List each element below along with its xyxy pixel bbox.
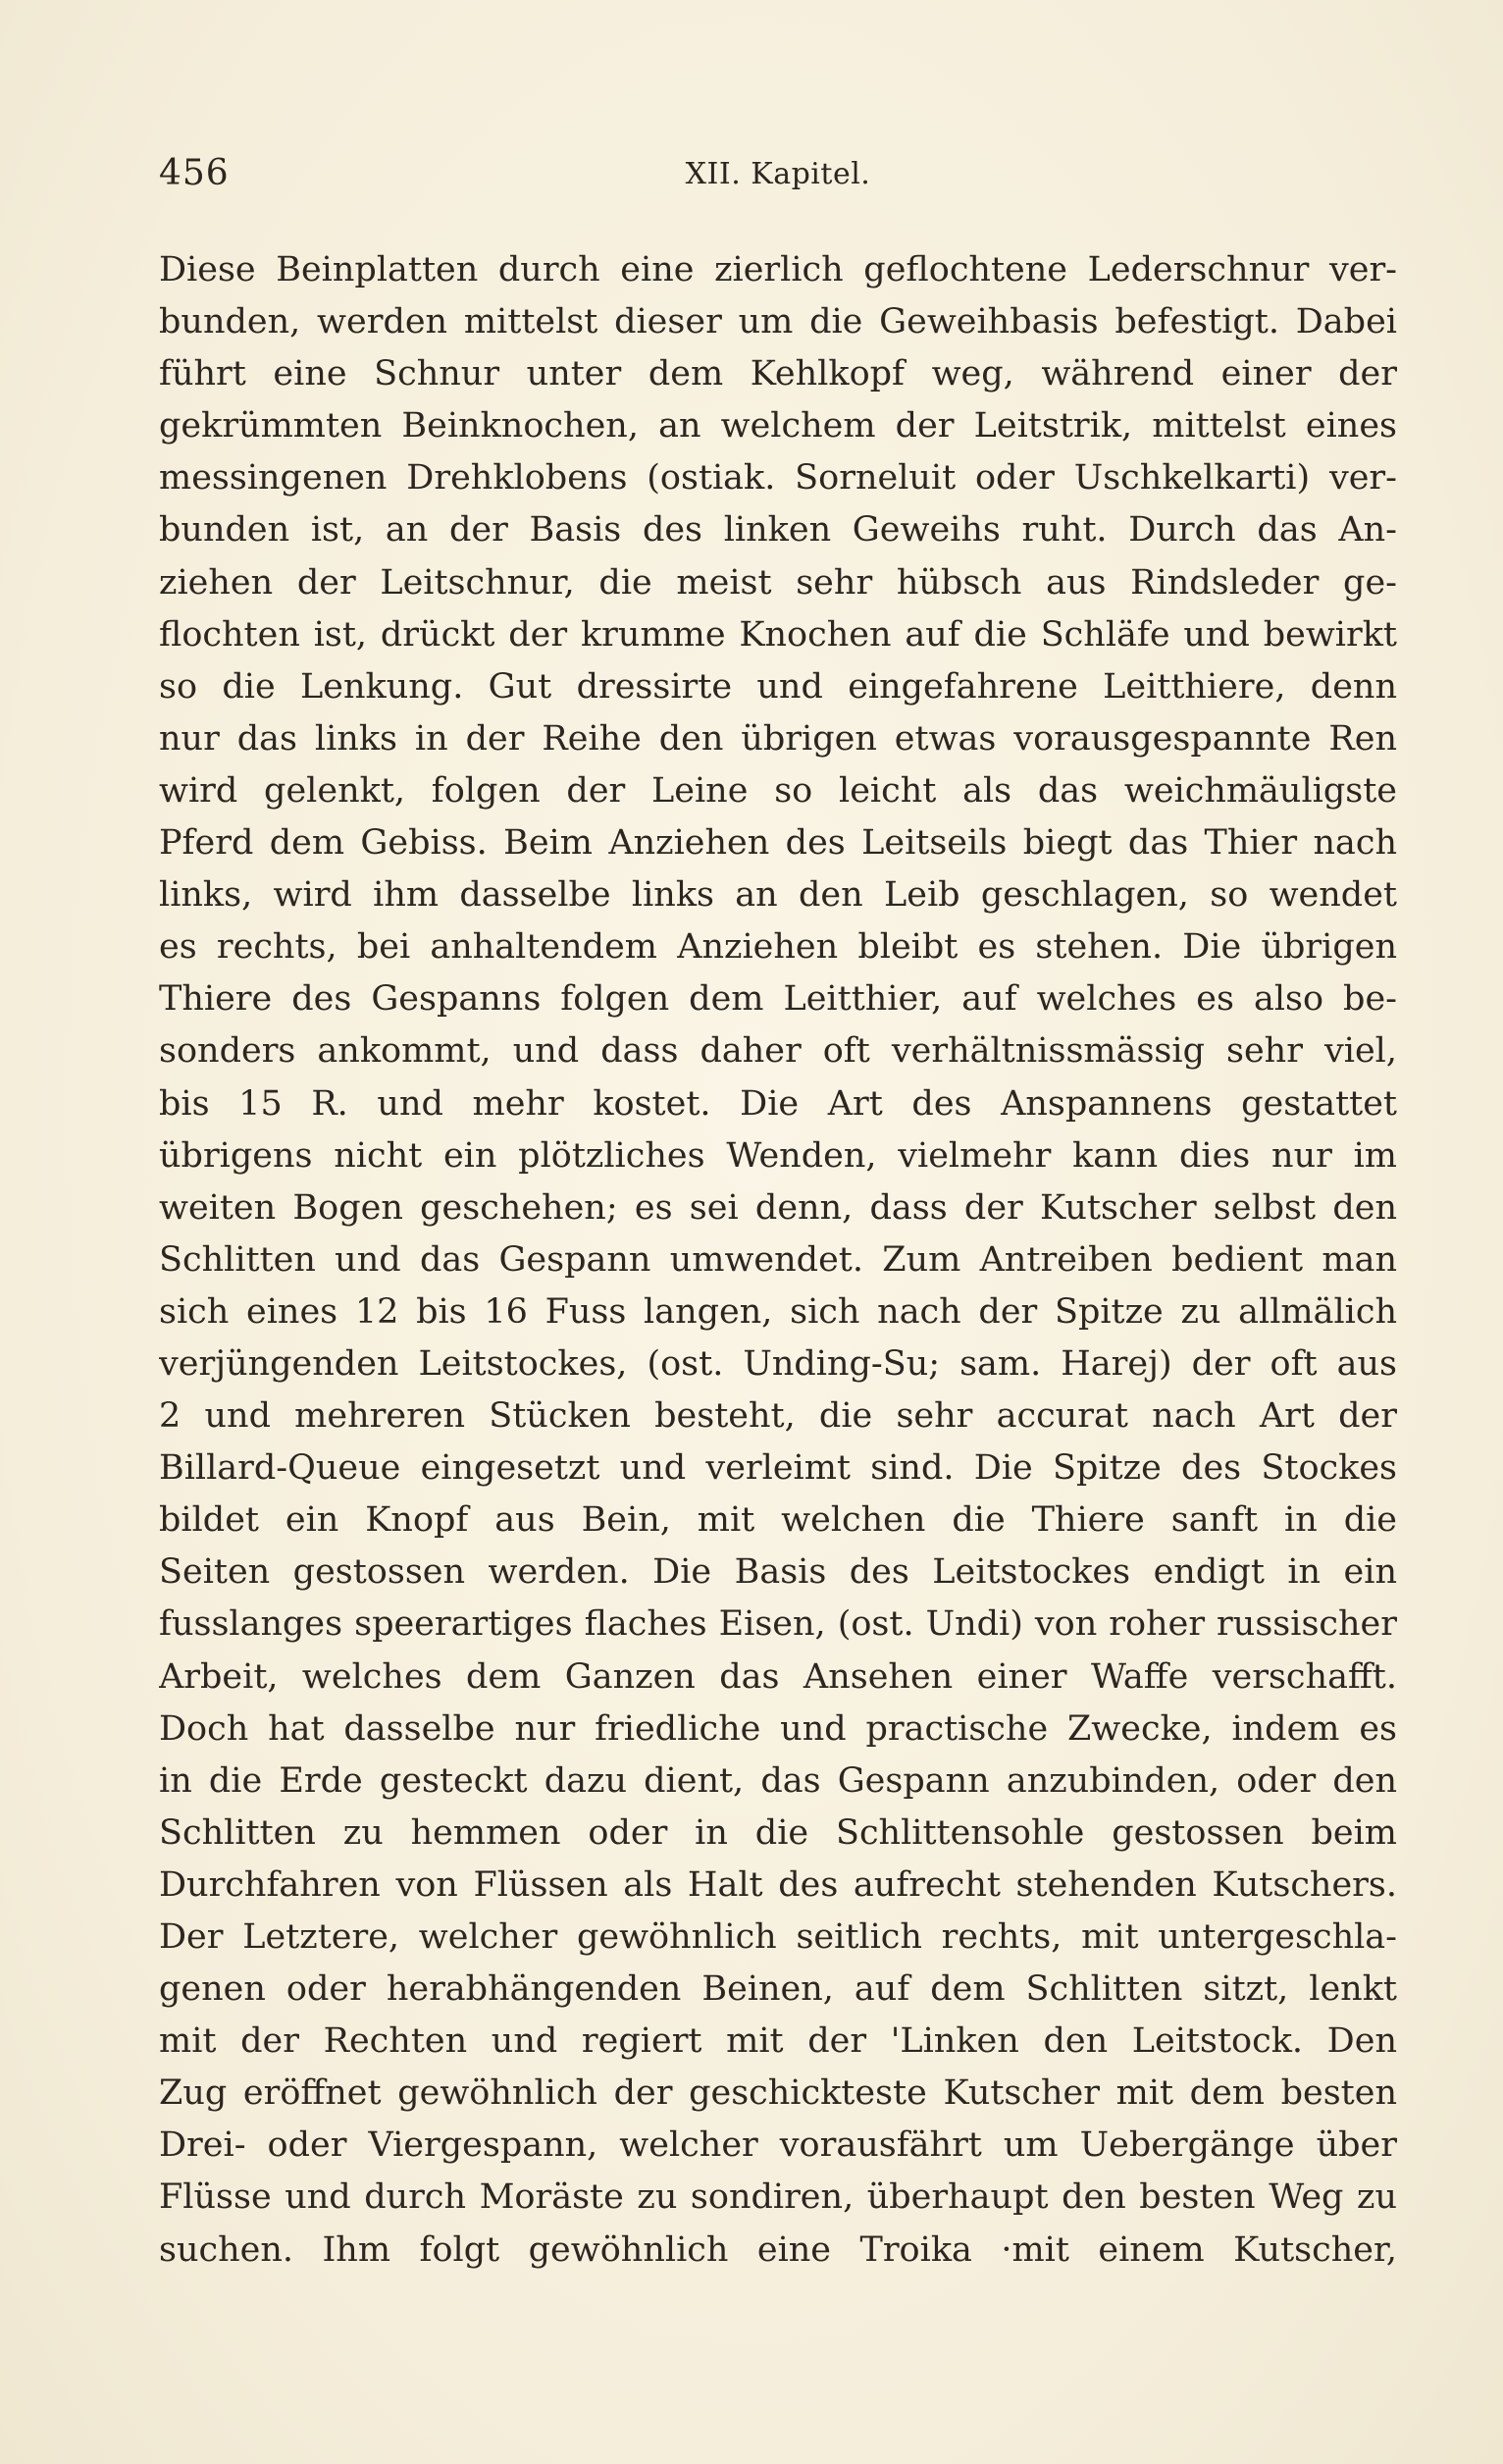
text-line: genen oder herabhängenden Beinen, auf dem Schlitten sitzt, lenkt: [159, 1969, 1397, 2010]
text-line: verjüngenden Leitstockes, (ost. Unding-Su; sam. Harej) der oft aus: [159, 1343, 1397, 1384]
text-line: gekrümmten Beinknochen, an welchem der Leitstrik, mittelst eines: [159, 406, 1397, 446]
text-line: Thiere des Gespanns folgen dem Leitthier, auf welches es also be-: [159, 979, 1397, 1020]
text-line: es rechts, bei anhaltendem Anziehen bleibt es stehen. Die übrigen: [159, 927, 1397, 968]
page-header: [159, 153, 1397, 202]
text-line: Flüsse und durch Moräste zu sondiren, überhaupt den besten Weg zu: [159, 2177, 1397, 2218]
text-line: messingenen Drehklobens (ostiak. Sorneluit oder Uschkelkarti) ver-: [159, 458, 1397, 498]
text-line: 2 und mehreren Stücken besteht, die sehr accurat nach Art der: [159, 1396, 1397, 1437]
text-line: mit der Rechten und regiert mit der 'Linken den Leitstock. Den: [159, 2021, 1397, 2062]
text-line: ziehen der Leitschnur, die meist sehr hübsch aus Rindsleder ge-: [159, 562, 1397, 603]
text-line: Diese Beinplatten durch eine zierlich geflochtene Lederschnur ver-: [159, 250, 1397, 289]
text-line: führt eine Schnur unter dem Kehlkopf weg, während einer der: [159, 354, 1397, 394]
page-number: 456: [159, 153, 230, 193]
running-head: XII. Kapitel.: [685, 157, 871, 191]
text-line: Schlitten zu hemmen oder in die Schlittensohle gestossen beim: [159, 1812, 1397, 1853]
text-line: weiten Bogen geschehen; es sei denn, dass der Kutscher selbst den: [159, 1187, 1397, 1228]
text-line: bis 15 R. und mehr kostet. Die Art des Anspannens gestattet: [159, 1083, 1397, 1124]
text-line: Schlitten und das Gespann umwendet. Zum Antreiben bedient man: [159, 1239, 1397, 1280]
text-line: sich eines 12 bis 16 Fuss langen, sich nach der Spitze zu allmälich: [159, 1291, 1397, 1332]
text-line: sonders ankommt, und dass daher oft verhältnissmässig sehr viel,: [159, 1031, 1397, 1072]
text-line: Pferd dem Gebiss. Beim Anziehen des Leitseils biegt das Thier nach: [159, 823, 1397, 864]
text-line: Zug eröffnet gewöhnlich der geschickteste Kutscher mit dem besten: [159, 2073, 1397, 2114]
text-line: bildet ein Knopf aus Bein, mit welchen die Thiere sanft in die: [159, 1500, 1397, 1541]
text-line: links, wird ihm dasselbe links an den Leib geschlagen, so wendet: [159, 875, 1397, 916]
text-line: Der Letztere, welcher gewöhnlich seitlich rechts, mit untergeschla-: [159, 1917, 1397, 1957]
text-line: Drei- oder Viergespann, welcher vorausfährt um Uebergänge über: [159, 2125, 1397, 2166]
text-line: Arbeit, welches dem Ganzen das Ansehen einer Waffe verschafft.: [159, 1656, 1397, 1697]
text-line: fusslanges speerartiges flaches Eisen, (ost. Undi) von roher russischer: [159, 1604, 1397, 1645]
text-line: suchen. Ihm folgt gewöhnlich eine Troika ·mit einem Kutscher,: [159, 2229, 1397, 2270]
text-line: wird gelenkt, folgen der Leine so leicht als das weichmäuligste: [159, 770, 1397, 811]
text-line: Durchfahren von Flüssen als Halt des aufrecht stehenden Kutschers.: [159, 1864, 1397, 1905]
text-line: Billard-Queue eingesetzt und verleimt sind. Die Spitze des Stockes: [159, 1448, 1397, 1489]
text-line: flochten ist, drückt der krumme Knochen auf die Schläfe und bewirkt: [159, 614, 1397, 655]
text-line: Doch hat dasselbe nur friedliche und practische Zwecke, indem es: [159, 1708, 1397, 1749]
text-line: Seiten gestossen werden. Die Basis des Leitstockes endigt in ein: [159, 1552, 1397, 1593]
text-line: so die Lenkung. Gut dressirte und eingefahrene Leitthiere, denn: [159, 666, 1397, 707]
text-line: in die Erde gesteckt dazu dient, das Gespann anzubinden, oder den: [159, 1760, 1397, 1801]
text-line: bunden ist, an der Basis des linken Geweihs ruht. Durch das An-: [159, 510, 1397, 550]
text-line: bunden, werden mittelst dieser um die Geweihbasis befestigt. Dabei: [159, 302, 1397, 342]
body-text: [159, 244, 1397, 2277]
text-line: übrigens nicht ein plötzliches Wenden, vielmehr kann dies nur im: [159, 1135, 1397, 1176]
text-line: nur das links in der Reihe den übrigen etwas vorausgespannte Ren: [159, 718, 1397, 759]
